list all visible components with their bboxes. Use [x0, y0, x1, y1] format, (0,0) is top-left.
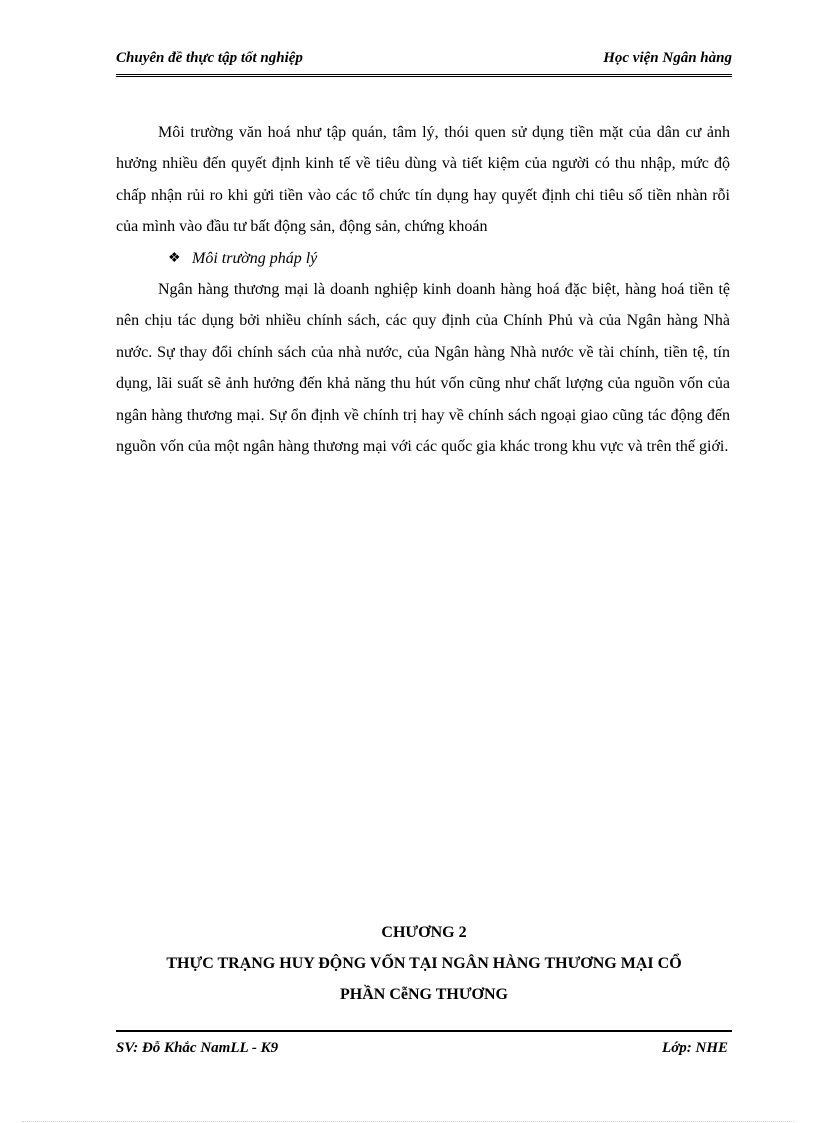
- paragraph-cultural-environment: Môi trường văn hoá như tập quán, tâm lý, thói quen sử dụng tiền mặt của dân cư ảnh hưởng nhiều đến quyết định kinh tế về tiêu dùng và tiết kiệm của người có thu nhập, mức độ chấp nhận rủi ro khi gửi tiền vào các tổ chức tín dụng hay quyết định chi tiêu số tiền nhàn rỗi của mình vào đầu tư bất động sản, động sản, chứng khoán: [116, 124, 730, 236]
- header-report-title: Chuyên đề thực tập tốt nghiệp: [116, 50, 303, 66]
- body-text: [116, 117, 730, 462]
- page-edge-divider: [22, 1121, 794, 1122]
- header-institution: Học viện Ngân hàng: [603, 50, 732, 66]
- chapter-number: CHƯƠNG 2: [381, 924, 467, 941]
- page-header: [116, 48, 732, 77]
- chapter-title-line-1: THỰC TRẠNG HUY ĐỘNG VỐN TẠI NGÂN HÀNG THƯƠNG MẠI CỔ: [166, 955, 682, 972]
- subheading-legal-environment: [116, 243, 730, 274]
- footer-student-name: SV: Đỗ Khắc NamLL - K9: [116, 1040, 279, 1056]
- chapter-heading: [116, 917, 732, 1010]
- footer-class: Lớp: NHE: [662, 1040, 728, 1056]
- subheading-text: Môi trường pháp lý: [192, 249, 318, 267]
- diamond-bullet-icon: ❖: [168, 250, 181, 266]
- paragraph-legal-environment: Ngân hàng thương mại là doanh nghiệp kinh doanh hàng hoá đặc biệt, hàng hoá tiền tệ nên chịu tác dụng bởi nhiều chính sách, các quy định của Chính Phủ và của Ngân hàng Nhà nước. Sự thay đổi chính sách của nhà nước, của Ngân hàng Nhà nước về tài chính, tiền tệ, tín dụng, lãi suất sẽ ảnh hưởng đến khả năng thu hút vốn cũng như chất lượng của nguồn vốn của ngân hàng thương mại. Sự ổn định về chính trị hay về chính sách ngoại giao cũng tác động đến nguồn vốn của một ngân hàng thương mại với các quốc gia khác trong khu vực và trên thế giới.: [116, 281, 730, 456]
- page-footer: [116, 1030, 732, 1056]
- chapter-title-line-2: PHẦN CễNG THƯƠNG: [340, 986, 508, 1003]
